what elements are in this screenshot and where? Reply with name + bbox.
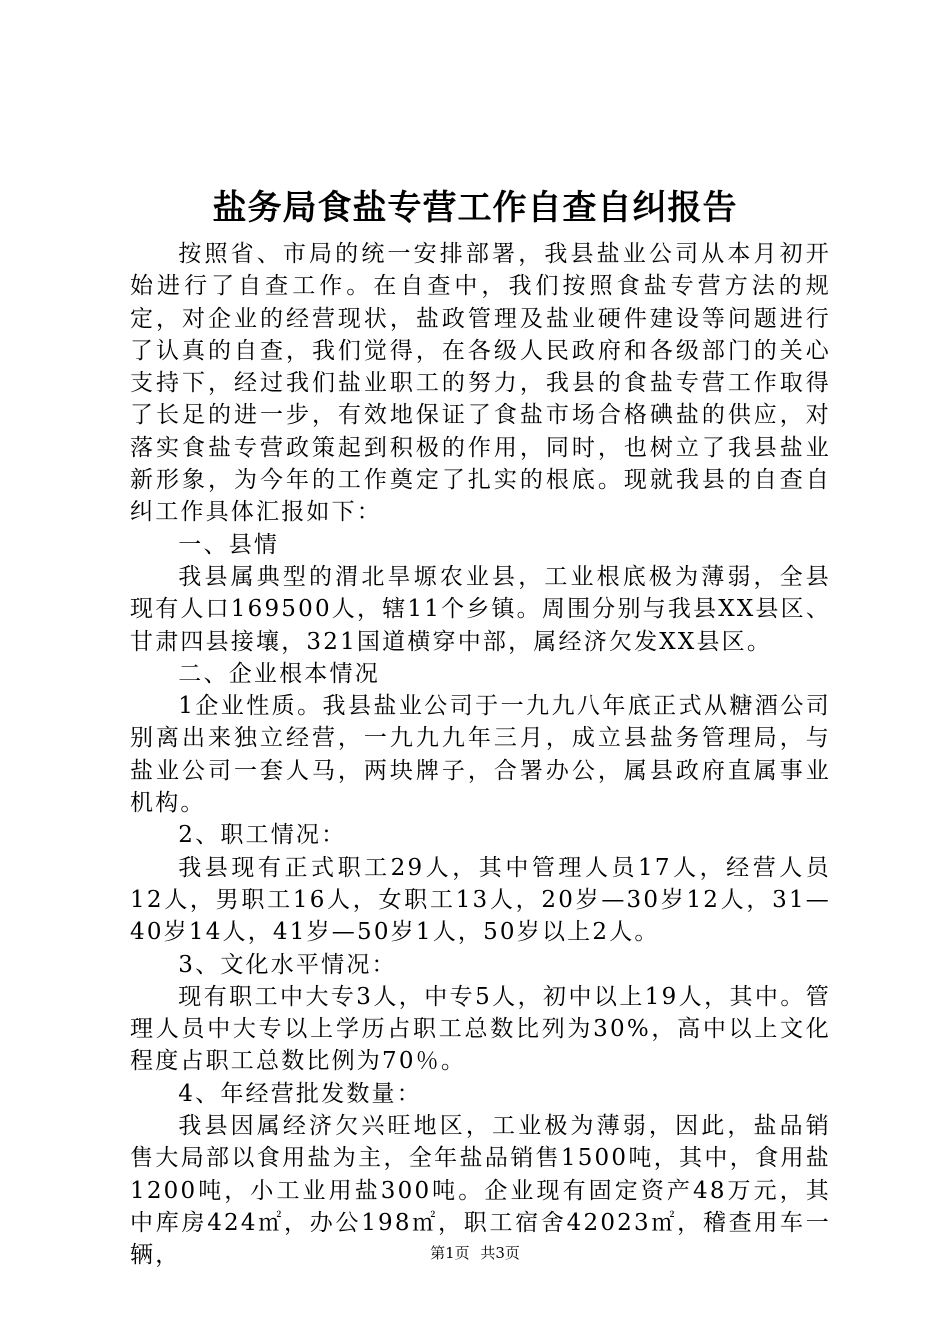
document-body — [130, 238, 831, 1272]
paragraph-enterprise-nature: 1企业性质。我县盐业公司于一九九八年底正式从糖酒公司别离出来独立经营，一九九九年三月，成立县盐务管理局，与盐业公司一套人马，两块牌子，合署办公，属县政府直属事业机构。 — [130, 693, 831, 817]
section-heading-county: 一、县情 — [178, 531, 280, 558]
paragraph-wholesale: 我县因属经济欠兴旺地区，工业极为薄弱，因此，盐品销售大局部以食用盐为主，全年盐品销售1500吨，其中，食用盐1200吨，小工业用盐300吨。企业现有固定资产48万元，其中库房424㎡，办公198㎡，职工宿舍42023㎡，稽查用车一辆， — [130, 1113, 831, 1269]
paragraph-intro: 按照省、市局的统一安排部署，我县盐业公司从本月初开始进行了自查工作。在自查中，我们按照食盐专营方法的规定，对企业的经营现状，盐政管理及盐业硬件建设等问题进行了认真的自查，我们觉得，在各级人民政府和各级部门的关心支持下，经过我们盐业职工的努力，我县的食盐专营工作取得了长足的进一步，有效地保证了食盐市场合格碘盐的供应，对落实食盐专营政策起到积极的作用，同时，也树立了我县盐业新形象，为今年的工作奠定了扎实的根底。现就我县的自查自纠工作具体汇报如下： — [130, 241, 831, 526]
page-total: 共3页 — [480, 1244, 520, 1262]
paragraph-staff: 我县现有正式职工29人，其中管理人员17人，经营人员12人，男职工16人，女职工13人，20岁—30岁12人，31—40岁14人，41岁—50岁1人，50岁以上2人。 — [130, 854, 831, 946]
subheading-wholesale: 4、年经营批发数量： — [178, 1080, 422, 1107]
subheading-education: 3、文化水平情况： — [178, 951, 397, 978]
page-number: 第1页 — [430, 1244, 470, 1262]
paragraph-education: 现有职工中大专3人，中专5人，初中以上19人，其中。管理人员中大专以上学历占职工总数比列为30%，高中以上文化程度占职工总数比例为70％。 — [130, 983, 831, 1075]
paragraph-county: 我县属典型的渭北旱塬农业县，工业根底极为薄弱，全县现有人口169500人，辖11个乡镇。周围分别与我县XX县区、甘肃四县接壤，321国道横穿中部，属经济欠发XX县区。 — [130, 563, 832, 655]
section-heading-enterprise: 二、企业根本情况 — [178, 660, 380, 687]
page-footer — [0, 1243, 950, 1263]
subheading-staff: 2、职工情况： — [178, 822, 347, 849]
document-title: 盐务局食盐专营工作自查自纠报告 — [212, 188, 738, 228]
